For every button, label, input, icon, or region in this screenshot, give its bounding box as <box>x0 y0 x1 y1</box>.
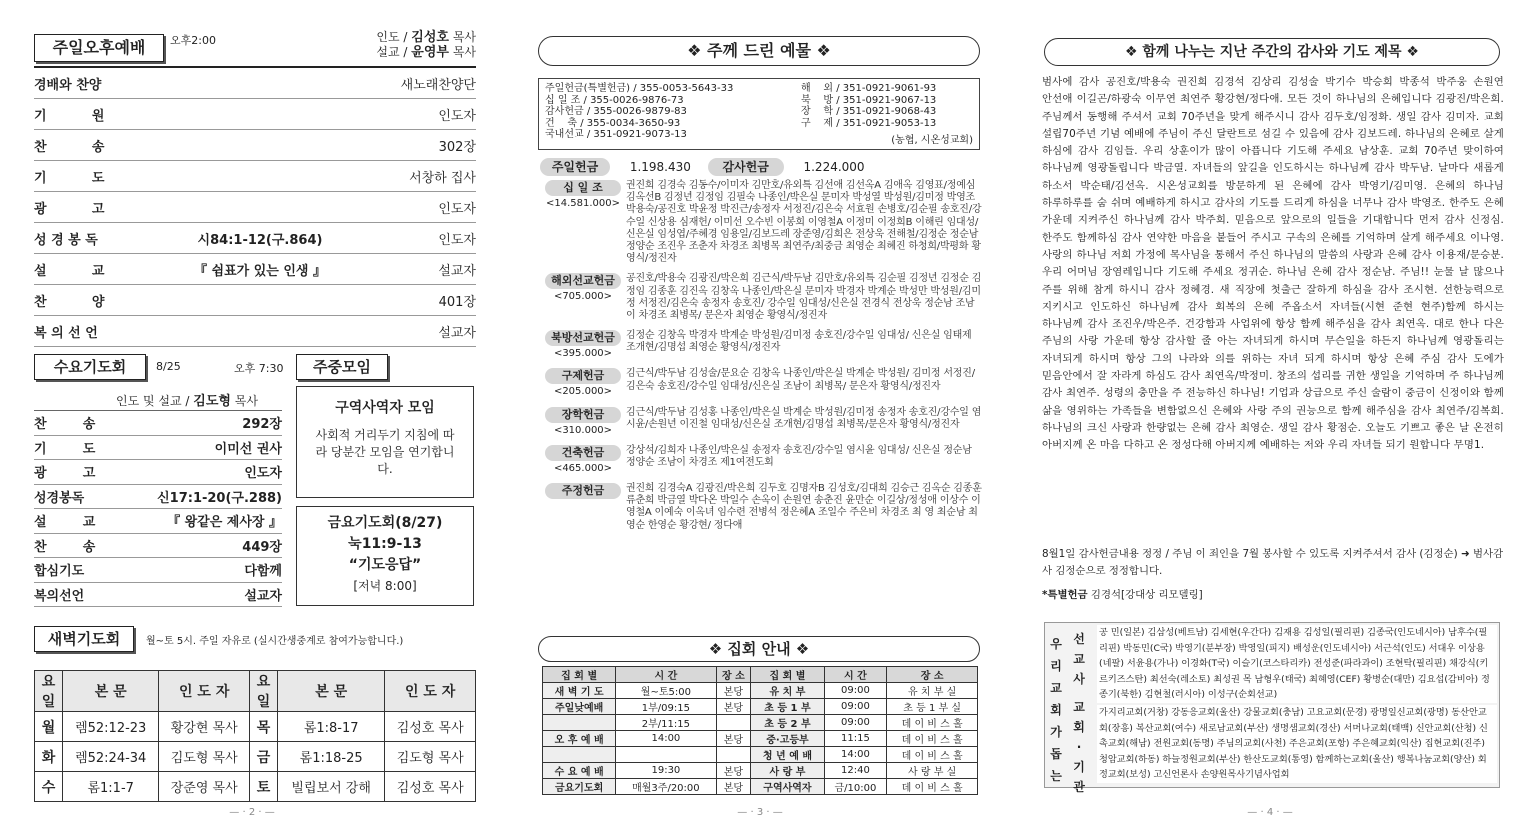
order-row <box>34 254 476 285</box>
meeting-row <box>543 699 978 715</box>
midweek-title: 주중모임 <box>296 354 388 380</box>
wed-row <box>34 534 282 559</box>
order-row <box>34 161 476 192</box>
group-amount: <705.000> <box>553 291 613 303</box>
dawn-header-cell: 본 문 <box>63 671 159 712</box>
dawn-cell: 롬1:18-25 <box>278 742 385 772</box>
order-item: 성 경 봉 독 <box>34 232 98 248</box>
wed-content: 신17:1-20(구.288) <box>157 490 282 506</box>
offering-group <box>540 407 982 437</box>
wed-item: 광 고 <box>34 466 96 482</box>
dawn-cell: 장준영 목사 <box>159 772 250 802</box>
dawn-cell: 목 <box>250 712 278 742</box>
service-time: 오후2:00 <box>170 34 216 47</box>
dawn-row <box>35 772 476 802</box>
meeting-cell: 유 치 부 실 <box>887 683 978 699</box>
church-list: 가지리교회(거창) 강동응교회(울산) 강물교회(충남) 고요교회(문경) 광명일신교회(광명) 동산안교회(장흥) 복산교회(여수) 새로남교회(부산) 생명샘교회(경산) 서머나교회(태백) 신안교회(산청) 신촉교회(해남) 전원교회(동명) 주님의교회(사천) 주은교회(포항) 주은혜교회(익산) 집현교회(진주) 청암교회(하동) 하늘정원교회(부산) 한산도교회(통영) 함께하는교회(울산) 행복나눔교회(양산) 회정교회(보성) 고신언론사 손양원목사기념사업회 <box>1097 705 1497 783</box>
offering-group <box>540 273 982 322</box>
sermon-label: 설교 / <box>376 45 408 59</box>
wed-item: 찬 송 <box>34 539 96 555</box>
meeting-row <box>543 731 978 747</box>
order-row <box>34 223 476 254</box>
account-line: 구 제 / 351-0921-9053-13 <box>801 117 937 129</box>
wed-content: 292장 <box>242 417 282 433</box>
meeting-cell: 09:00 <box>824 683 887 699</box>
friday-theme: “기도응답” <box>348 557 422 573</box>
group-label-box <box>540 407 626 437</box>
wed-content: 다함께 <box>244 564 282 580</box>
meeting-cell: 19:30 <box>616 763 716 779</box>
order-item: 찬 송 <box>34 139 105 155</box>
dawn-header-cell: 요일 <box>35 671 63 712</box>
dawn-cell: 김도형 목사 <box>385 742 476 772</box>
offering-groups <box>540 180 982 540</box>
missionary-label: 선 교 사 <box>1073 632 1085 686</box>
accounts-box <box>538 78 980 150</box>
order-leader: 설교자 <box>438 263 476 279</box>
dawn-cell: 금 <box>250 742 278 772</box>
group-label-box <box>540 483 626 532</box>
offering-group <box>540 180 982 265</box>
meeting-cell: 구역사역자 <box>751 779 824 795</box>
support-box <box>1044 622 1500 794</box>
dawn-title: 새벽기도회 <box>34 626 134 652</box>
midweek-box <box>296 386 474 498</box>
page-number: — · 3 · — <box>737 807 783 818</box>
account-line: 해 외 / 351-0921-9061-93 <box>801 83 937 94</box>
page-2 <box>0 0 500 832</box>
order-leader: 서창하 집사 <box>409 170 476 186</box>
wed-item: 성경봉독 <box>34 490 85 506</box>
friday-time: [저녁 8:00] <box>353 579 417 593</box>
wednesday-lead <box>116 390 258 409</box>
wed-content: 인도자 <box>244 466 282 482</box>
meeting-cell <box>716 715 751 731</box>
meeting-cell: 주일낮예배 <box>543 699 616 715</box>
group-names: 권진희 김경숙 김동수/이미자 김만호/유외특 김선애 김선옥A 김애옥 김영표/정예심 김옥선B 김정년 김정임 김필숙 나종인/박은실 문미자 박성열 박성원/김미정 박영조 박용숙/공진호 박윤정 박진근/송정자 서정진/김은숙 서효원 손병호/김순필 송호진/강수일 신상용 심재헌/ 이미선 오수빈 이봉희 이영철A 이정미 이정희B 이해린 임대성/신은실 임성엽/주혜경 임용일/김보드레 장준영/김희은 전상욱 전해철/김정순 정순남 정양순 조진우 조춘자 차경조 최병목 최연주/최중금 최영순 최혜진 하청희/박평화 황영식/정진자 <box>626 180 982 265</box>
order-item: 기 원 <box>34 108 105 124</box>
meeting-row <box>543 683 978 699</box>
sermon-role: 목사 <box>452 45 476 59</box>
order-row <box>34 192 476 223</box>
meeting-cell: 데 이 비 스 홀 <box>887 747 978 763</box>
order-leader: 인도자 <box>438 201 476 217</box>
wed-item: 복의선언 <box>34 588 85 604</box>
page-3 <box>510 0 1010 832</box>
group-names: 김근식/박두남 김성술/문요순 김창옥 나종인/박은실 박계순 박성원/ 김미정 서정진/김은숙 송호진/강수일 임대성/신은실 조남이 최병목/ 문은자 황영식/정진자 <box>626 368 975 392</box>
prayer-title: ❖ 함께 나누는 지난 주간의 감사와 기도 제목 ❖ <box>1044 38 1500 66</box>
wed-item: 설 교 <box>34 515 96 531</box>
meeting-cell: 청 년 예 배 <box>751 747 824 763</box>
order-leader: 설교자 <box>438 325 476 341</box>
order-item: 복 의 선 언 <box>34 325 98 341</box>
group-amount: <465.000> <box>553 462 613 474</box>
dawn-cell: 월 <box>35 712 63 742</box>
friday-verse: 눅11:9-13 <box>348 536 422 552</box>
wed-content: 『 왕같은 제사장 』 <box>167 515 282 531</box>
meeting-table <box>542 666 978 795</box>
group-amount: <395.000> <box>553 348 613 360</box>
special-label: *특별헌금 <box>1042 589 1088 601</box>
offering-group <box>540 483 982 532</box>
meeting-cell: 금요기도회 <box>543 779 616 795</box>
offering-title: ❖ 주께 드린 예물 ❖ <box>538 36 980 66</box>
dawn-header-cell: 요일 <box>250 671 278 712</box>
meeting-cell: 09:00 <box>824 715 887 731</box>
wednesday-time: 오후 7:30 <box>234 362 284 375</box>
meeting-cell: 2부/11:15 <box>616 715 716 731</box>
meeting-header-cell: 장 소 <box>716 667 751 683</box>
meeting-cell: 데 이 비 스 홀 <box>887 779 978 795</box>
offering-group <box>540 445 982 475</box>
meeting-cell: 금/10:00 <box>824 779 887 795</box>
account-line: 십 일 조 / 355-0026-9876-73 <box>545 94 684 106</box>
dawn-row <box>35 742 476 772</box>
dawn-cell: 롬1:1-7 <box>63 772 159 802</box>
wed-item: 기 도 <box>34 441 96 457</box>
meeting-title: ❖ 집회 안내 ❖ <box>538 636 980 662</box>
sunday-offering-amount: 1.198.430 <box>629 160 691 174</box>
special-offering <box>1042 586 1203 601</box>
meeting-cell: 본당 <box>716 763 751 779</box>
meeting-header-cell: 집 회 별 <box>543 667 616 683</box>
meeting-cell: 중·고등부 <box>751 731 824 747</box>
meeting-header-cell: 시 간 <box>616 667 716 683</box>
order-item: 경배와 찬양 <box>34 77 102 93</box>
meeting-cell <box>543 715 616 731</box>
accounts-right <box>801 83 936 129</box>
wednesday-title: 수요기도회 <box>34 354 146 380</box>
dawn-cell: 렘52:12-23 <box>63 712 159 742</box>
missionary-list: 공 민(일본) 김삼성(베트남) 김세현(우간다) 김재용 김성일(필리핀) 김종국(인도네시아) 남후수(필리핀) 박동민(C국) 박영기(분부장) 박영일(피지) 배성운(인도네시아) 서근석(인도) 서대우 이상용(네팔) 서윤용(가나) 이경화(T국) 이슬기(코스타리카) 전성준(파라과이) 조현탁(필리핀) 채강식(키르키즈스탄) 최선숙(레소토) 최성권 목 남형우(태국) 최혜영(CEF) 황병순(대만) 김요섭(감비아) 정종기(북한) 김현철(러시아) 이성구(순회선교) <box>1097 625 1497 703</box>
group-names: 공진호/박용숙 김광진/박은희 김근식/박두남 김만호/유외특 김순필 김정년 김정순 김정임 김종훈 김진옥 김창옥 나종인/박은실 문미자 박경자 박계순 박성만 박성원/김미정 서정진/김은숙 송정자 송호진/ 강수일 임대성/신은실 전경식 전상욱 정순남 조남이 차경조 최병목/ 문은자 최영순 황영식/정진자 <box>626 273 982 322</box>
group-label: 장학헌금 <box>545 407 621 423</box>
dawn-header-cell: 인 도 자 <box>385 671 476 712</box>
meeting-row <box>543 747 978 763</box>
meeting-cell: 14:00 <box>616 731 716 747</box>
bank-note: (농협, 시온성교회) <box>891 134 973 146</box>
group-names: 김정순 김창옥 박경자 박계순 박성원/김미정 송호진/강수일 임대성/ 신은실 임태제 조개현/김명섭 최영순 황영식/정진자 <box>626 330 972 354</box>
meeting-cell: 초 등 2 부 <box>751 715 824 731</box>
lead-label: 인도 / <box>376 30 408 44</box>
institution-label: 교 회 · 기 관 <box>1073 700 1085 794</box>
order-leader: 인도자 <box>438 232 476 248</box>
page-number: — · 2 · — <box>229 807 275 818</box>
meeting-cell: 초 등 1 부 <box>751 699 824 715</box>
meeting-cell: 본당 <box>716 779 751 795</box>
support-side-label: 우 리 교 회 가 돕 는 <box>1050 637 1062 783</box>
group-amount: <14.581.000> <box>545 198 620 209</box>
group-amount: <205.000> <box>553 386 613 398</box>
group-label-box <box>540 368 626 398</box>
dawn-cell: 황강현 목사 <box>159 712 250 742</box>
friday-title: 금요기도회(8/27) <box>327 515 443 531</box>
offering-group <box>540 330 982 360</box>
meeting-cell: 본당 <box>716 699 751 715</box>
meeting-cell: 월~토5:00 <box>616 683 716 699</box>
meeting-cell: 1부/09:15 <box>616 699 716 715</box>
group-names: 강상석/김희자 나종인/박은실 송정자 송호진/강수일 염시윤 임대성/ 신은실 정순남 정양순 조남이 차경조 제1여전도회 <box>626 444 972 469</box>
page-number: — · 4 · — <box>1247 807 1293 818</box>
order-leader: 인도자 <box>438 108 476 124</box>
account-line: 국내선교 / 351-0921-9073-13 <box>545 129 687 140</box>
group-names: 김근식/박두남 김성홍 나종인/박은실 박계순 박성원/김미정 송정자 송호진/강수일 염시윤/손원년 이진철 임대성/신은실 조개현/김명섭 최병목/문은자 황영식/정진자 <box>626 406 982 430</box>
dawn-schedule-table <box>34 670 476 802</box>
wed-row <box>34 411 282 436</box>
lead-name: 김성호 <box>411 30 449 45</box>
leaders <box>376 30 476 60</box>
order-row <box>34 68 476 99</box>
meeting-cell: 사 랑 부 <box>751 763 824 779</box>
dawn-header-cell: 본 문 <box>278 671 385 712</box>
lead-role: 목사 <box>452 30 476 44</box>
meeting-cell: 데 이 비 스 홀 <box>887 731 978 747</box>
meeting-cell: 유 치 부 <box>751 683 824 699</box>
wed-lead-name: 김도형 <box>193 394 231 409</box>
order-item: 기 도 <box>34 170 105 186</box>
account-line: 주일헌금(특별헌금) / 355-0053-5643-33 <box>545 83 734 94</box>
special-text: 김경석[강대상 리모델링] <box>1090 589 1203 601</box>
meeting-cell: 본당 <box>716 731 751 747</box>
order-item: 찬 양 <box>34 294 105 310</box>
order-leader: 401장 <box>438 294 476 310</box>
group-label: 해외선교헌금 <box>545 273 621 289</box>
sunday-order-list <box>34 66 476 347</box>
dawn-cell: 김성호 목사 <box>385 772 476 802</box>
group-names: 권진희 김경숙A 김광진/박은희 김두호 김명자B 김성호/김대희 김승근 김옥순 김종훈 류춘희 박금열 박다온 박일수 손옥이 손원연 송춘진 윤만순 이길상/정성애 이상수 이영철A 이예숙 이옥녀 임수련 전병석 정은혜A 조일수 주은비 차경조 최 영 최순남 최영순 한영순 황강현/ 정다애 <box>626 483 982 531</box>
friday-box <box>296 506 474 606</box>
wed-content: 449장 <box>242 539 282 555</box>
meeting-cell: 11:15 <box>824 731 887 747</box>
order-item: 설 교 <box>34 263 105 279</box>
meeting-cell: 12:40 <box>824 763 887 779</box>
meeting-cell: 데 이 비 스 홀 <box>887 715 978 731</box>
group-label: 십 일 조 <box>545 180 621 196</box>
dawn-cell: 김성호 목사 <box>385 712 476 742</box>
accounts-left <box>545 83 733 141</box>
meeting-cell: 오 후 예 배 <box>543 731 616 747</box>
group-amount: <310.000> <box>553 424 613 436</box>
wed-item: 합심기도 <box>34 564 85 580</box>
meeting-header-cell: 시 간 <box>824 667 887 683</box>
account-line: 장 학 / 351-0921-9068-43 <box>801 106 937 117</box>
dawn-row <box>35 712 476 742</box>
sermon-name: 윤영부 <box>411 45 449 60</box>
dawn-cell: 수 <box>35 772 63 802</box>
dawn-cell: 빌립보서 강해 <box>278 772 385 802</box>
group-label: 구제헌금 <box>545 368 621 384</box>
meeting-row <box>543 763 978 779</box>
dawn-header-cell: 인 도 자 <box>159 671 250 712</box>
dawn-cell: 김도형 목사 <box>159 742 250 772</box>
meeting-row <box>543 715 978 731</box>
wed-lead-label: 인도 및 설교 / <box>116 394 190 408</box>
dawn-header-row <box>35 671 476 712</box>
meeting-header-cell: 장 소 <box>887 667 978 683</box>
meeting-cell <box>716 747 751 763</box>
group-label-box <box>540 445 626 475</box>
offering-group <box>540 368 982 398</box>
midweek-box-title: 구역사역자 모임 <box>335 400 435 416</box>
account-line: 감사헌금 / 355-0026-9879-83 <box>545 106 687 117</box>
meeting-cell <box>616 747 716 763</box>
group-label-box <box>540 180 626 265</box>
order-row <box>34 285 476 316</box>
group-label: 건축헌금 <box>545 445 621 461</box>
order-row <box>34 316 476 347</box>
dawn-cell: 롬1:8-17 <box>278 712 385 742</box>
wednesday-date: 8/25 <box>156 360 181 373</box>
meeting-header-row <box>543 667 978 683</box>
wed-row <box>34 436 282 461</box>
meeting-header-cell: 집 회 별 <box>751 667 824 683</box>
wednesday-order-list <box>34 410 282 607</box>
order-leader: 새노래찬양단 <box>400 77 476 93</box>
meeting-cell: 사 랑 부 실 <box>887 763 978 779</box>
dawn-cell: 토 <box>250 772 278 802</box>
meeting-cell: 매월3주/20:00 <box>616 779 716 795</box>
thanks-offering-amount: 1.224.000 <box>803 160 865 174</box>
meeting-cell <box>543 747 616 763</box>
group-label: 북방선교헌금 <box>545 330 621 346</box>
dawn-cell: 렘52:24-34 <box>63 742 159 772</box>
wed-row <box>34 583 282 608</box>
account-line: 건 축 / 355-0034-3650-93 <box>545 117 681 129</box>
meeting-cell: 09:00 <box>824 699 887 715</box>
order-content: 시84:1-12(구.864) <box>197 232 323 248</box>
wed-row <box>34 460 282 485</box>
order-item: 광 고 <box>34 201 105 217</box>
sunday-afternoon-title: 주일오후예배 <box>34 34 164 62</box>
group-label-box <box>540 330 626 360</box>
wed-content: 설교자 <box>244 588 282 604</box>
account-line: 북 방 / 351-0921-9067-13 <box>801 94 937 106</box>
sunday-offering-label: 주일헌금 <box>540 158 610 176</box>
wed-row <box>34 485 282 510</box>
dawn-note: 월~토 5시. 주일 자유로 (실시간생중계로 참여가능합니다.) <box>146 636 404 647</box>
order-row <box>34 99 476 130</box>
thanks-offering-label: 감사헌금 <box>708 158 784 176</box>
order-content: 『 쉼표가 있는 인생 』 <box>193 263 326 279</box>
wed-content: 이미선 권사 <box>214 441 282 457</box>
offering-summary <box>540 158 865 176</box>
correction-note: 8월1일 감사헌금내용 정정 / 주님 이 죄인을 7월 봉사할 수 있도록 지켜주셔서 감사 (김정순) ➜ 범사감사 김정순으로 정정합니다. <box>1042 548 1504 577</box>
meeting-cell: 수 요 예 배 <box>543 763 616 779</box>
order-row <box>34 130 476 161</box>
wed-row <box>34 558 282 583</box>
group-label: 주정헌금 <box>545 483 621 499</box>
wed-lead-role: 목사 <box>234 394 258 408</box>
meeting-cell: 14:00 <box>824 747 887 763</box>
order-leader: 302장 <box>438 139 476 155</box>
meeting-cell: 새 벽 기 도 <box>543 683 616 699</box>
group-label-box <box>540 273 626 322</box>
wed-item: 찬 송 <box>34 417 96 433</box>
dawn-cell: 화 <box>35 742 63 772</box>
midweek-box-text: 사회적 거리두기 지침에 따라 당분간 모임을 연기합니다. <box>315 428 455 476</box>
page-4 <box>1020 0 1531 832</box>
meeting-cell: 초 등 1 부 실 <box>887 699 978 715</box>
prayer-body: 범사에 감사 공진호/박용숙 권진희 김경석 김상리 김성술 박기수 박승희 박종석 박주웅 손원연 안선애 이길곤/하광숙 이무연 최연주 황강현/정다애. 모든 것이 하나님의 은혜입니다 김광진/박은희. 주님께서 동행해 주셔서 교회 70주년을 맞게 해주시니 감사 김두호/임정화. 생일 감사 김미자. 교회 설립70주년 기념 예배에 주님이 주신 달란트로 섬길 수 있음에 감사 김보드레. 하나님의 은혜로 살게 하심에 감사 김임들. 우리 상훈이가 많이 아픕니다 기도해 주세요 남상훈. 교회 70주년 맞이하여 하나님께 영광돌립니다 박금열. 자녀들의 앞길을 인도하시는 하나님께 감사 박두남. 날마다 새롭게 하소서 박순태/김선옥. 시온성교회를 방문하게 된 은혜에 감사 박영기/김미영. 은혜의 하나님 하루하루를 숨 쉬며 예배하게 하시고 감사의 기도를 드리게 하심을 너무나 감사 박영조. 한주도 은혜 가운데 지켜주신 하나님께 감사 박주희. 믿음으로 앞으로의 일들을 기대합니다 먼저 감사 신정심. 한주도 함께하심 감사 연약한 마음을 붙들어 주시고 구속의 은혜를 기억하며 살게 해주세요 이나영. 사랑의 하나님 저희 가정에 목사님을 통해서 주신 하나님의 말씀의 사랑과 은혜 감사 이용재/문승분. 우리 어머님 장염레입니다 기도해 주세요 정귀순. 하나님 은혜 감사 정순남. 주님!! 눈물 날 많으나 주를 위해 참게 하시니 감사 정혜경. 새 직장에 첫출근 잘하게 하심을 감사 조시현. 선한능력으로 지키시고 인도하신 하나님께 감사 회복의 은혜 주옵소서 자녀들(시현 준현 현주)함께 하시는 하나님께 감사 조진우/박은주. 건강함과 사업위에 항상 함께 해주심을 감사 최연옥. 대로 한나 다은 주님의 사랑 가운데 항상 감사할 줄 아는 자녀되게 하시며 무슨일을 하든지 하나님께 영광돌리는 자녀되게 하시며 항상 그의 나라와 의를 위하는 자녀 되게 하시며 항상 은혜 주심 감사 도에가 믿음안에서 잘 자라게 하심도 감사 최연옥/박정미. 창조의 섭리를 귀한 생일을 기억하며 주 하나님께 감사 최연주. 성령의 충만을 주 전능하신 하나님! 기업과 상급으로 주신 술람이 중금이 신정이와 함께 삶을 영위하는 가족들을 변함없으신 은혜와 사랑 주의 권능으로 함께 해주심을 감사 최연주/김복희. 하나님의 크신 사랑과 한량없는 은혜 감사 최영순. 생일 감사 황점순. 오늘도 기쁘고 좋은 날 온전히 아버지께 온 마음 다하고 온 정성다해 아버지께 예배하는 저와 우리 자녀들 되기 원합니다 무명1. <box>1042 76 1504 452</box>
meeting-row <box>543 779 978 795</box>
wed-row <box>34 509 282 534</box>
meeting-cell: 본당 <box>716 683 751 699</box>
